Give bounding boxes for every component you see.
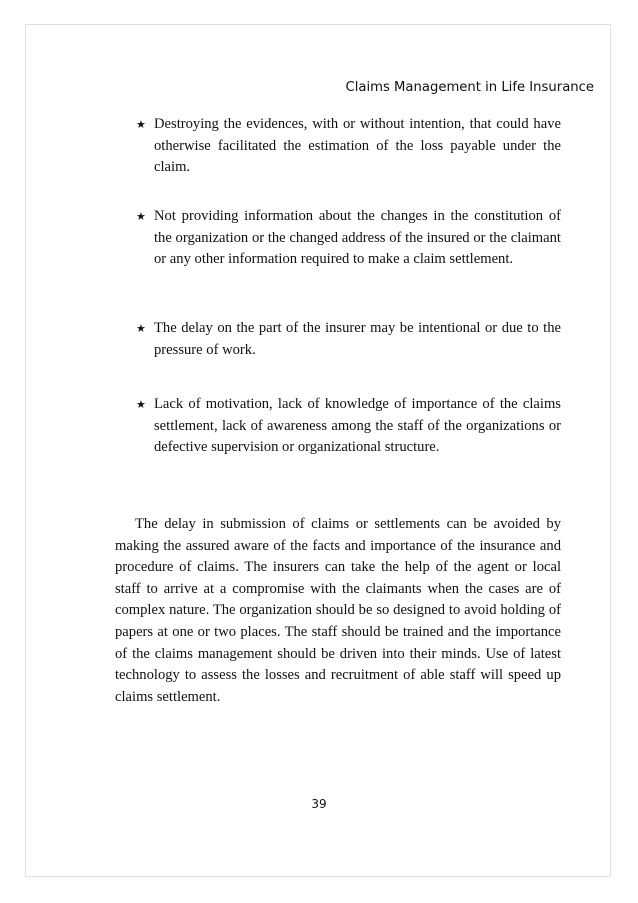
page-number: 39	[311, 797, 327, 811]
star-bullet-icon: ★	[136, 118, 146, 131]
bullet-item: Lack of motivation, lack of knowledge of importance of the claims settlement, lack of awareness among the staff of the organizations or defective supervision or organizational structure.	[154, 396, 561, 456]
bullet-item: Not providing information about the changes in the constitution of the organization or the changed address of the insured or the claimant or any other information required to make a claim settlement.	[154, 208, 561, 268]
bullet-item: The delay on the part of the insurer may be intentional or due to the pressure of work.	[154, 320, 561, 358]
star-bullet-icon: ★	[136, 210, 146, 223]
body-paragraph: The delay in submission of claims or settlements can be avoided by making the assured aware of the facts and importance of the insurance and procedure of claims. The insurers can take the help of the agent or local staff to arrive at a compromise with the claimants when the cases are of complex nature. The organization should be so designed to avoid holding of papers at one or two places. The staff should be trained and the importance of the claims management should be driven into their minds. Use of latest technology to assess the losses and recruitment of able staff will speed up claims settlement.	[115, 516, 561, 705]
star-bullet-icon: ★	[136, 398, 146, 411]
bullet-item: Destroying the evidences, with or without intention, that could have otherwise facilitated the estimation of the loss payable under the claim.	[154, 116, 561, 176]
star-bullet-icon: ★	[136, 322, 146, 335]
page-header-title: Claims Management in Life Insurance	[345, 80, 594, 95]
